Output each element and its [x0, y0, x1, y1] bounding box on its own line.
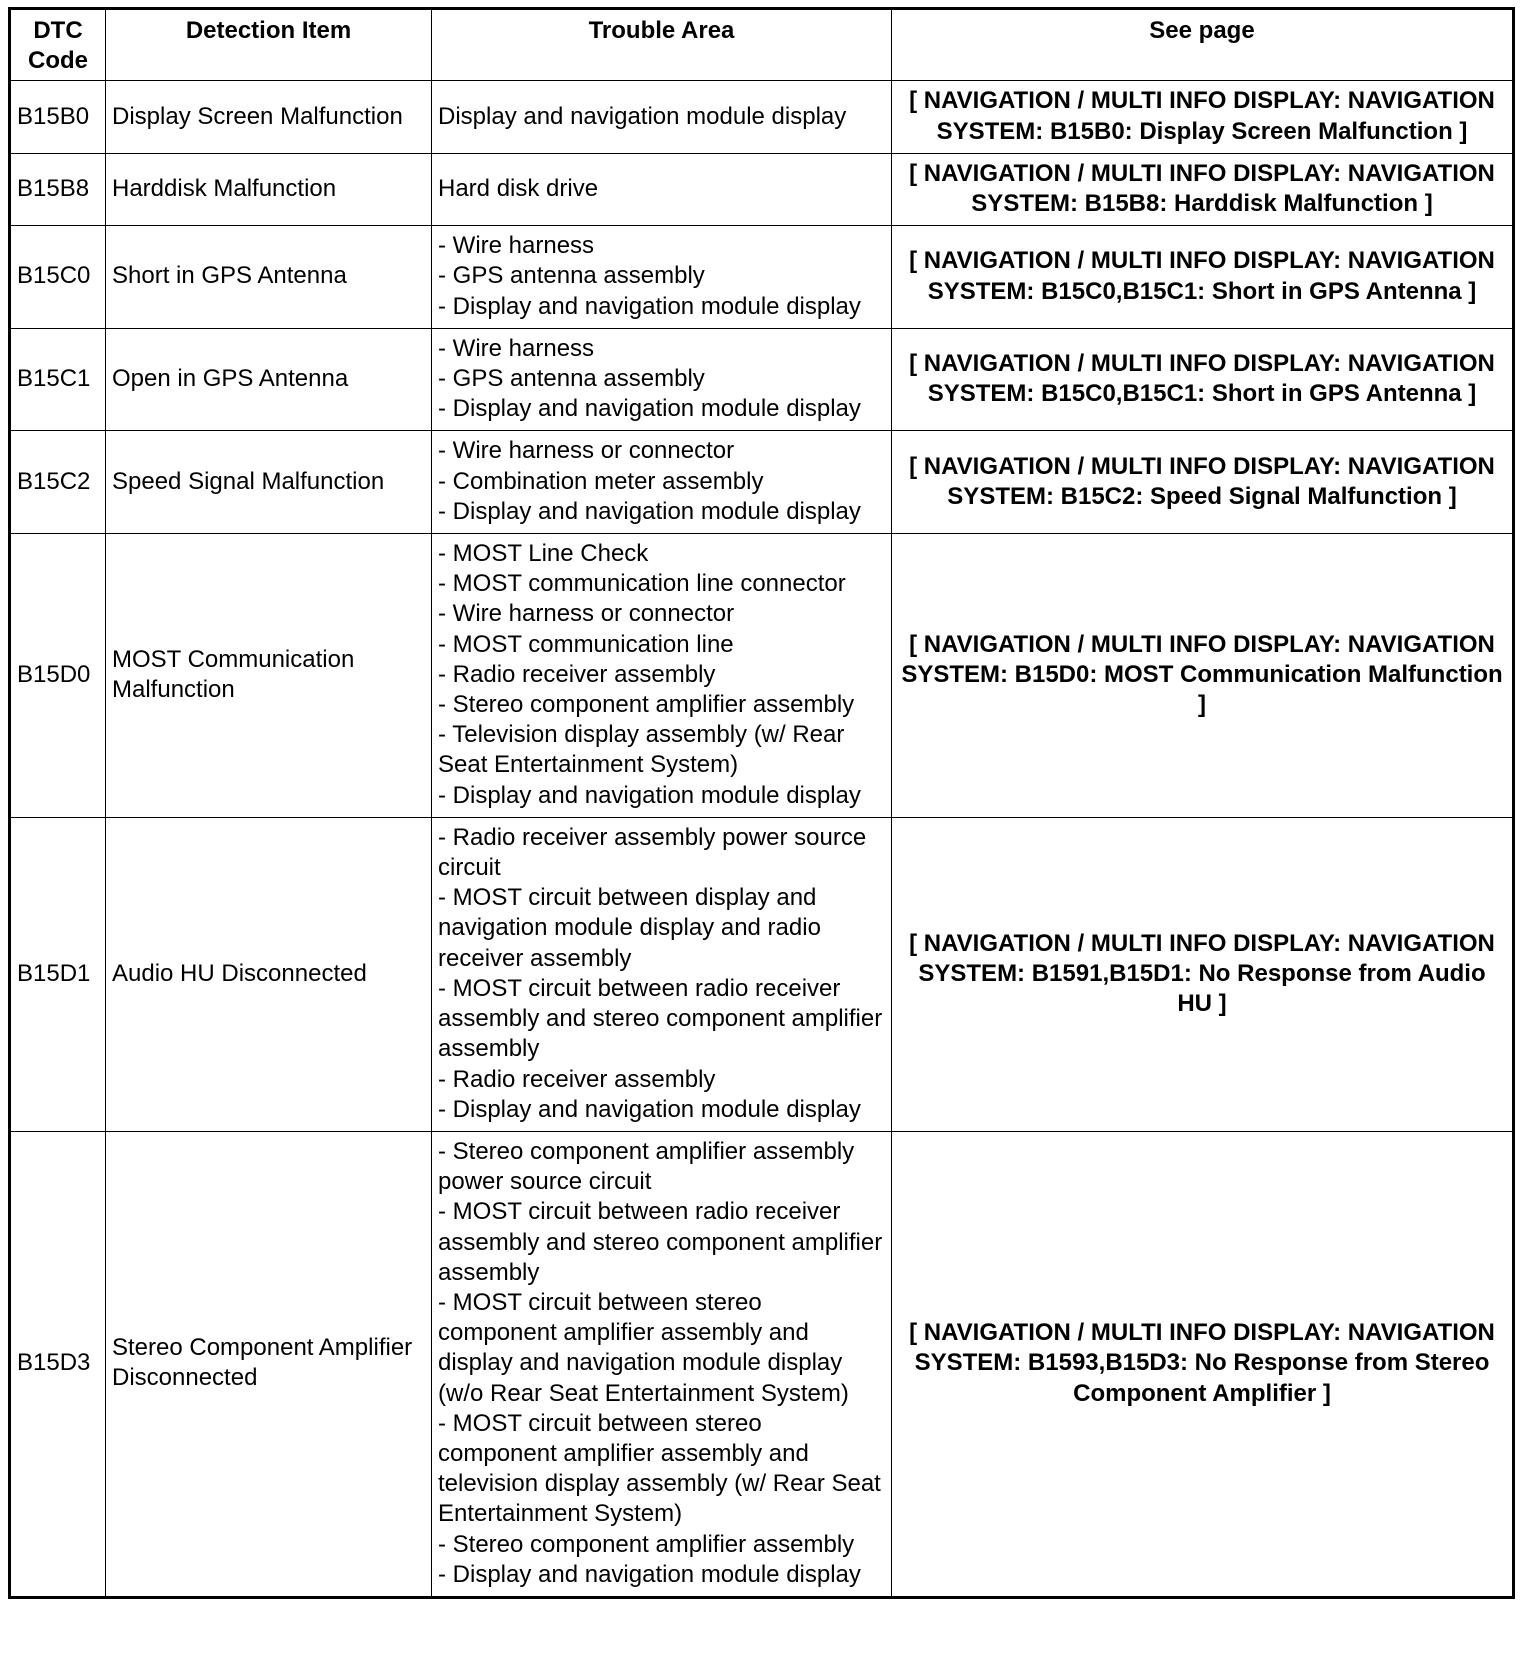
trouble-area-item: - Display and navigation module display [438, 497, 861, 525]
detection-item-cell: Short in GPS Antenna [106, 226, 432, 329]
table-row [10, 226, 1514, 329]
table-row [10, 153, 1514, 225]
table-row [10, 817, 1514, 1131]
dtc-table [8, 7, 1515, 1599]
table-row [10, 328, 1514, 431]
trouble-area-cell [432, 431, 892, 534]
table-row [10, 1131, 1514, 1597]
trouble-area-item: Display and navigation module display [438, 102, 847, 130]
trouble-area-item: - Display and navigation module display [438, 781, 861, 809]
dtc-code-cell: B15C1 [10, 328, 106, 431]
trouble-area-item: - Display and navigation module display [438, 1095, 861, 1123]
see-page-link[interactable]: [ NAVIGATION / MULTI INFO DISPLAY: NAVIGATION SYSTEM: B15B0: Display Screen Malfunction ] [892, 81, 1514, 153]
trouble-area-cell [432, 81, 892, 153]
detection-item-cell: Speed Signal Malfunction [106, 431, 432, 534]
trouble-area-item: - Wire harness or connector [438, 437, 735, 465]
see-page-link[interactable]: [ NAVIGATION / MULTI INFO DISPLAY: NAVIGATION SYSTEM: B15C0,B15C1: Short in GPS Antenna ] [892, 226, 1514, 329]
dtc-code-cell: B15B0 [10, 81, 106, 153]
trouble-area-item: - Display and navigation module display [438, 395, 861, 423]
trouble-area-item: - MOST communication line [438, 630, 734, 658]
trouble-area-item: - MOST circuit between display and navigation module display and radio receiver assembly [438, 884, 821, 972]
see-page-link[interactable]: [ NAVIGATION / MULTI INFO DISPLAY: NAVIGATION SYSTEM: B1591,B15D1: No Response from Audio HU ] [892, 817, 1514, 1131]
detection-item-cell: Display Screen Malfunction [106, 81, 432, 153]
trouble-area-item: - Wire harness or connector [438, 600, 735, 628]
see-page-link[interactable]: [ NAVIGATION / MULTI INFO DISPLAY: NAVIGATION SYSTEM: B15D0: MOST Communication Malfunction ] [892, 534, 1514, 818]
trouble-area-item: - Radio receiver assembly power source circuit [438, 823, 867, 882]
trouble-area-item: - Display and navigation module display [438, 292, 861, 320]
trouble-area-item: - Stereo component amplifier assembly power source circuit [438, 1137, 855, 1196]
trouble-area-item: - MOST circuit between stereo component amplifier assembly and television display assembly (w/ Rear Seat Entertainment System) [438, 1409, 881, 1528]
trouble-area-item: - Wire harness [438, 334, 595, 362]
header-see-page: See page [892, 9, 1514, 81]
dtc-code-cell: B15C2 [10, 431, 106, 534]
see-page-link[interactable]: [ NAVIGATION / MULTI INFO DISPLAY: NAVIGATION SYSTEM: B15C0,B15C1: Short in GPS Antenna ] [892, 328, 1514, 431]
trouble-area-cell [432, 328, 892, 431]
trouble-area-item: - GPS antenna assembly [438, 262, 705, 290]
detection-item-cell: MOST Communication Malfunction [106, 534, 432, 818]
trouble-area-item: - Display and navigation module display [438, 1560, 861, 1588]
trouble-area-item: - Radio receiver assembly [438, 660, 716, 688]
trouble-area-item: - Stereo component amplifier assembly [438, 691, 855, 719]
trouble-area-item: - Television display assembly (w/ Rear Seat Entertainment System) [438, 721, 845, 779]
header-detection-item: Detection Item [106, 9, 432, 81]
table-body [10, 81, 1514, 1598]
trouble-area-item: - GPS antenna assembly [438, 365, 705, 393]
header-trouble-area: Trouble Area [432, 9, 892, 81]
detection-item-cell: Harddisk Malfunction [106, 153, 432, 225]
trouble-area-item: - MOST circuit between stereo component amplifier assembly and display and navigation module display (w/o Rear Seat Entertainment System) [438, 1288, 849, 1407]
trouble-area-item: Hard disk drive [438, 174, 599, 202]
trouble-area-cell [432, 153, 892, 225]
header-row [10, 9, 1514, 81]
trouble-area-item: - MOST circuit between radio receiver assembly and stereo component amplifier assembly [438, 1198, 883, 1286]
see-page-link[interactable]: [ NAVIGATION / MULTI INFO DISPLAY: NAVIGATION SYSTEM: B15B8: Harddisk Malfunction ] [892, 153, 1514, 225]
trouble-area-cell [432, 534, 892, 818]
detection-item-cell: Stereo Component Amplifier Disconnected [106, 1131, 432, 1597]
dtc-code-cell: B15D3 [10, 1131, 106, 1597]
see-page-link[interactable]: [ NAVIGATION / MULTI INFO DISPLAY: NAVIGATION SYSTEM: B1593,B15D3: No Response from Stereo Component Amplifier ] [892, 1131, 1514, 1597]
trouble-area-cell [432, 817, 892, 1131]
dtc-code-cell: B15D1 [10, 817, 106, 1131]
trouble-area-item: - MOST communication line connector [438, 570, 846, 598]
detection-item-cell: Audio HU Disconnected [106, 817, 432, 1131]
trouble-area-cell [432, 1131, 892, 1597]
detection-item-cell: Open in GPS Antenna [106, 328, 432, 431]
dtc-code-cell: B15D0 [10, 534, 106, 818]
trouble-area-item: - Radio receiver assembly [438, 1065, 716, 1093]
trouble-area-cell [432, 226, 892, 329]
trouble-area-item: - MOST Line Check [438, 540, 649, 568]
dtc-code-cell: B15C0 [10, 226, 106, 329]
table-row [10, 81, 1514, 153]
dtc-code-cell: B15B8 [10, 153, 106, 225]
trouble-area-item: - MOST circuit between radio receiver assembly and stereo component amplifier assembly [438, 974, 883, 1063]
table-row [10, 534, 1514, 818]
table-row [10, 431, 1514, 534]
trouble-area-item: - Combination meter assembly [438, 467, 764, 495]
header-dtc-code: DTC Code [10, 9, 106, 81]
see-page-link[interactable]: [ NAVIGATION / MULTI INFO DISPLAY: NAVIGATION SYSTEM: B15C2: Speed Signal Malfunction ] [892, 431, 1514, 534]
trouble-area-item: - Stereo component amplifier assembly [438, 1530, 855, 1558]
trouble-area-item: - Wire harness [438, 232, 595, 260]
